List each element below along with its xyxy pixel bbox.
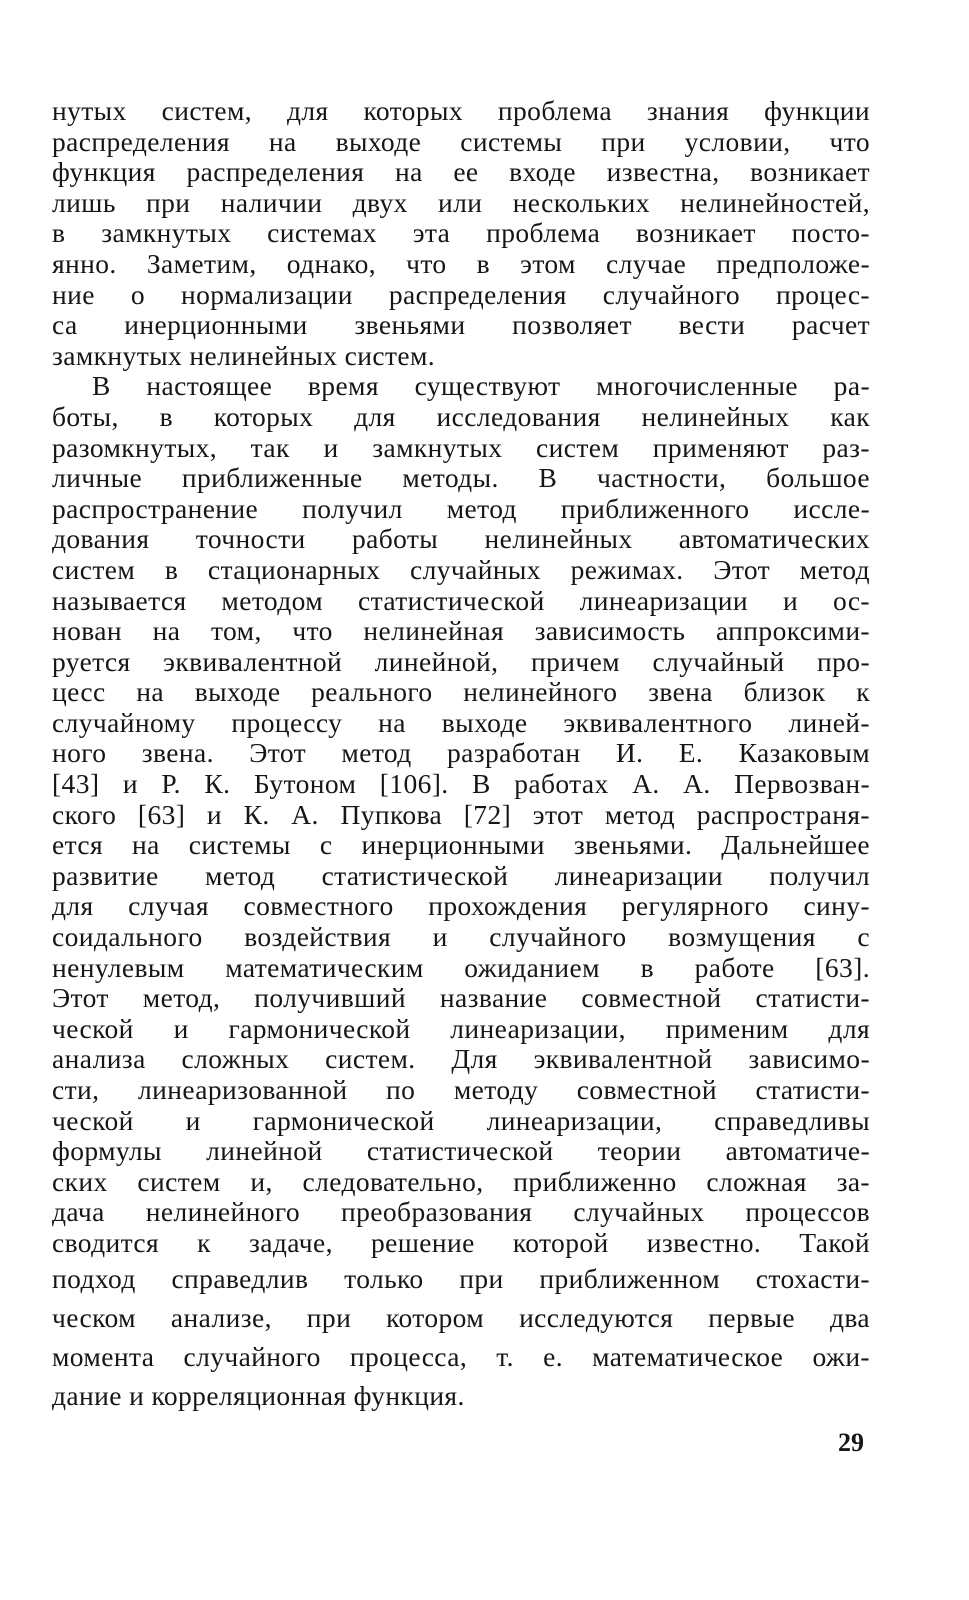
text-line: Этот метод, получивший название совместной статисти- <box>52 982 870 1014</box>
text-line: формулы линейной статистической теории автоматиче- <box>52 1135 870 1167</box>
text-line: для случая совместного прохождения регулярного сину- <box>52 890 870 922</box>
text-line: называется методом статистической линеаризации и ос- <box>52 584 870 616</box>
text-line: момента случайного процесса, т. е. математическое ожи- <box>52 1340 870 1372</box>
text-line: дача нелинейного преобразования случайных процессов <box>52 1196 870 1228</box>
text-line: систем в стационарных случайных режимах. Этот метод <box>52 553 870 585</box>
text-line: [43] и Р. К. Бутоном [106]. В работах А. А. Первозван- <box>52 768 870 800</box>
text-line: соидального воздействия и случайного возмущения с <box>52 921 870 953</box>
text-line: цесс на выходе реального нелинейного звена близок к <box>52 676 870 708</box>
text-line: ненулевым математическим ожиданием в работе [63]. <box>52 951 870 983</box>
text-line: развитие метод статистической линеаризации получил <box>52 859 870 891</box>
text-line: функция распределения на ее входе известна, возникает <box>52 156 870 188</box>
text-line: личные приближенные методы. В частности, большое <box>52 462 870 494</box>
text-line: дования точности работы нелинейных автоматических <box>52 523 870 555</box>
text-line: боты, в которых для исследования нелинейных как <box>52 400 870 432</box>
text-line: В настоящее время существуют многочисленные ра- <box>92 370 870 402</box>
text-line: руется эквивалентной линейной, причем случайный про- <box>52 645 870 677</box>
text-line: замкнутых нелинейных систем. <box>52 339 436 371</box>
text-line: ческой и гармонической линеаризации, применим для <box>52 1012 870 1044</box>
text-line: подход справедлив только при приближенном стохасти- <box>52 1262 870 1294</box>
page-body <box>52 96 870 1415</box>
text-line: сводится к задаче, решение которой известно. Такой <box>52 1226 870 1258</box>
page-number: 29 <box>838 1428 864 1457</box>
text-line: ческом анализе, при котором исследуются первые два <box>52 1301 870 1333</box>
text-line: дание и корреляционная функция. <box>52 1379 465 1411</box>
text-line: сти, линеаризованной по методу совместной статисти- <box>52 1074 870 1105</box>
text-line: ческой и гармонической линеаризации, справедливы <box>52 1104 870 1136</box>
text-line: ется на системы с инерционными звеньями. Дальнейшее <box>52 829 870 861</box>
text-line: разомкнутых, так и замкнутых систем применяют раз- <box>52 431 870 463</box>
text-line: ских систем и, следовательно, приближенно сложная за- <box>52 1165 870 1197</box>
text-line: ного звена. Этот метод разработан И. Е. Казаковым <box>52 737 870 769</box>
paragraph-2 <box>52 371 870 1414</box>
text-line: в замкнутых системах эта проблема возникает посто- <box>52 217 870 249</box>
text-line: ского [63] и К. А. Пупкова [72] этот метод распространя- <box>52 798 870 830</box>
text-line: распределения на выходе системы при условии, что <box>52 125 870 157</box>
text-line: лишь при наличии двух или нескольких нелинейностей, <box>52 186 870 218</box>
text-line: распространение получил метод приближенного иссле- <box>52 492 870 524</box>
text-line: ние о нормализации распределения случайного процес- <box>52 278 870 310</box>
text-line: са инерционными звеньями позволяет вести расчет <box>52 309 870 341</box>
text-line: случайному процессу на выходе эквивалентного линей- <box>52 706 870 738</box>
paragraph-1 <box>52 96 870 371</box>
text-line: анализа сложных систем. Для эквивалентной зависимо- <box>52 1043 870 1075</box>
text-line: нован на том, что нелинейная зависимость аппроксими- <box>52 615 870 647</box>
text-line: нутых систем, для которых проблема знания функции <box>52 95 870 126</box>
text-line: янно. Заметим, однако, что в этом случае предположе- <box>52 247 870 279</box>
